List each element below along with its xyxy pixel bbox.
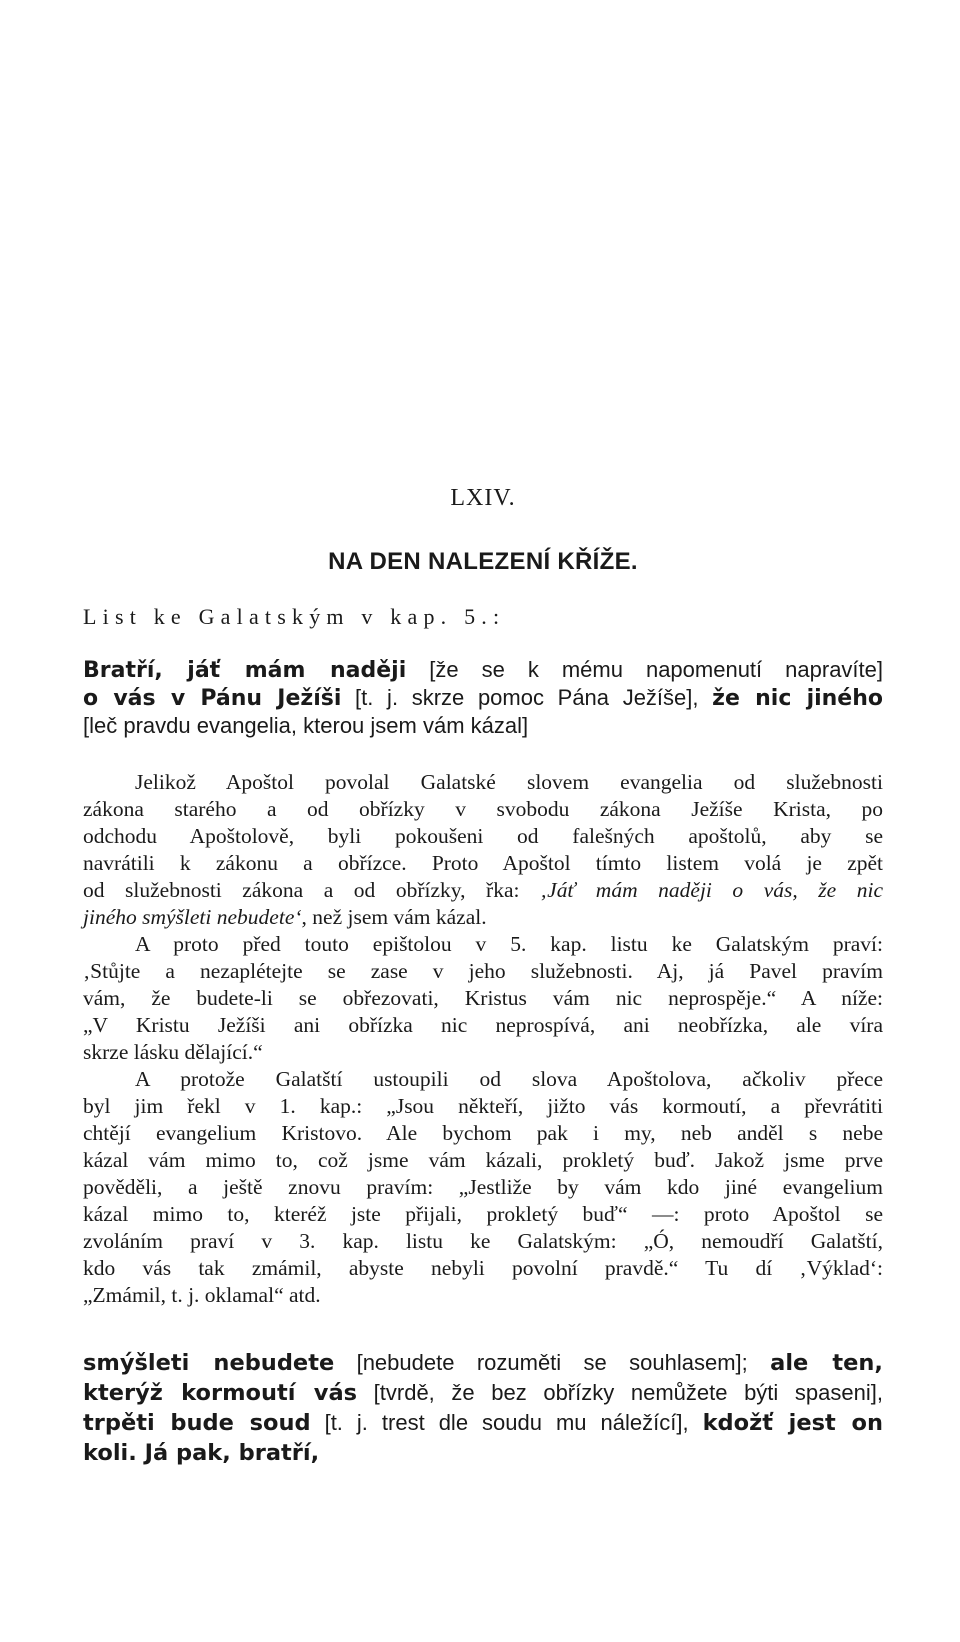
chapter-number: LXIV. (450, 485, 516, 511)
scripture-bold-text: kdožť jest on (702, 1410, 883, 1436)
commentary-line (83, 1147, 883, 1174)
commentary-text: A protože Galatští ustoupili od slova Apoštolova, ačkoliv přece (135, 1067, 883, 1091)
commentary-text: odchodu Apoštolově, byli pokoušeni od falešných apoštolů, aby se (83, 824, 883, 848)
commentary-line (83, 1255, 883, 1282)
commentary-text: A proto před touto epištolou v 5. kap. listu ke Galatským praví: (135, 932, 883, 956)
commentary-text: kdo vás tak zmámil, abyste nebyli povolní pravdě.“ Tu dí ‚Výklad‘: (83, 1256, 883, 1280)
commentary-line (83, 1174, 883, 1201)
scripture-bold-text: koli. Já pak, bratří, (83, 1440, 320, 1466)
commentary-text: „V Kristu Ježíši ani obřízka nic neprospívá, ani neobřízka, ale víra (83, 1013, 883, 1037)
commentary-text: pověděli, a ještě znovu pravím: „Jestliže by vám kdo jiné evangelium (83, 1175, 883, 1199)
gloss-line (83, 684, 883, 712)
commentary-text: „Zmámil, t. j. oklamal“ atd. (83, 1283, 321, 1307)
gloss-line (83, 656, 883, 684)
scripture-bold-text: ale ten, (770, 1350, 883, 1376)
commentary-line (83, 796, 883, 823)
commentary-text: , než jsem vám kázal. (301, 905, 487, 929)
commentary-text: kázal mimo to, kteréž jste přijali, prokletý buď“ —: proto Apoštol se (83, 1202, 883, 1226)
commentary-line (83, 1039, 883, 1066)
commentary-line (83, 877, 883, 904)
commentary-quote-italic: jiného smýšleti nebudete‘ (83, 905, 302, 929)
commentary-text: navrátili k zákonu a obřízce. Proto Apoštol tímto listem volá je zpět (83, 851, 883, 875)
scripture-bold-text: Bratří, jáť mám naději (83, 658, 407, 683)
gloss-bracket-text: [že se k mému napomenutí napravíte] (406, 657, 883, 682)
commentary-line (83, 985, 883, 1012)
commentary-line (83, 904, 883, 931)
gloss-line (83, 1438, 883, 1468)
commentary-line (83, 958, 883, 985)
scripture-bold-text: trpěti bude soud (83, 1410, 311, 1436)
chapter-title: NA DEN NALEZENÍ KŘÍŽE. (328, 548, 638, 575)
commentary-text: chtějí evangelium Kristovo. Ale bychom pak i my, neb anděl s nebe (83, 1121, 883, 1145)
gloss-line (83, 1378, 883, 1408)
commentary-line (83, 1228, 883, 1255)
gloss-bracket-text: [t. j. skrze pomoc Pána Ježíše], (341, 685, 713, 710)
commentary-text: kázal vám mimo to, což jsme vám kázali, prokletý buď. Jakož jsme prve (83, 1148, 883, 1172)
commentary-text: od služebnosti zákona a od obřízky, řka: (83, 878, 540, 902)
gloss-bracket-text: [tvrdě, že bez obřízky nemůžete býti spaseni], (357, 1380, 883, 1405)
commentary-line (83, 1120, 883, 1147)
epistle-reference: List ke Galatským v kap. 5.: (83, 604, 506, 629)
scripture-bold-text: o vás v Pánu Ježíši (83, 686, 342, 711)
commentary-line (83, 850, 883, 877)
gloss-line (83, 712, 883, 740)
commentary-line (83, 823, 883, 850)
gloss-line (83, 1348, 883, 1378)
scripture-bold-text: kterýž kormoutí vás (83, 1380, 358, 1406)
gloss-bracket-text: [t. j. trest dle soudu mu náležící], (310, 1410, 703, 1435)
scripture-bold-text: smýšleti nebudete (83, 1350, 335, 1376)
commentary-text: Jelikož Apoštol povolal Galatské slovem evangelia od služebnosti (135, 770, 883, 794)
commentary-line (83, 1201, 883, 1228)
scripture-bold-text: že nic jiného (712, 686, 884, 711)
gloss-paragraph-2 (83, 1348, 883, 1468)
commentary-text: vám, že budete-li se obřezovati, Kristus vám nic neprospěje.“ A níže: (83, 986, 883, 1010)
gloss-bracket-text: [leč pravdu evangelia, kterou jsem vám kázal] (83, 713, 529, 738)
commentary-line (83, 769, 883, 796)
commentary-text: byl jim řekl v 1. kap.: „Jsou někteří, jižto vás kormoutí, a převrátiti (83, 1094, 883, 1118)
commentary-paragraphs (83, 769, 883, 1309)
commentary-line (83, 1282, 883, 1309)
commentary-line (83, 1012, 883, 1039)
commentary-text: skrze lásku dělající.“ (83, 1040, 263, 1064)
commentary-line (83, 1093, 883, 1120)
commentary-quote-italic: ‚Jáť mám naději o vás, že nic (540, 878, 883, 902)
commentary-line (83, 931, 883, 958)
gloss-line (83, 1408, 883, 1438)
commentary-line (83, 1066, 883, 1093)
gloss-paragraph-1 (83, 656, 883, 740)
gloss-bracket-text: [nebudete rozuměti se souhlasem]; (334, 1350, 771, 1375)
commentary-text: zákona starého a od obřízky v svobodu zákona Ježíše Krista, po (83, 797, 883, 821)
commentary-text: zvoláním praví v 3. kap. listu ke Galatským: „Ó, nemoudří Galatští, (83, 1229, 883, 1253)
commentary-text: ‚Stůjte a nezaplétejte se zase v jeho služebnosti. Aj, já Pavel pravím (83, 959, 883, 983)
